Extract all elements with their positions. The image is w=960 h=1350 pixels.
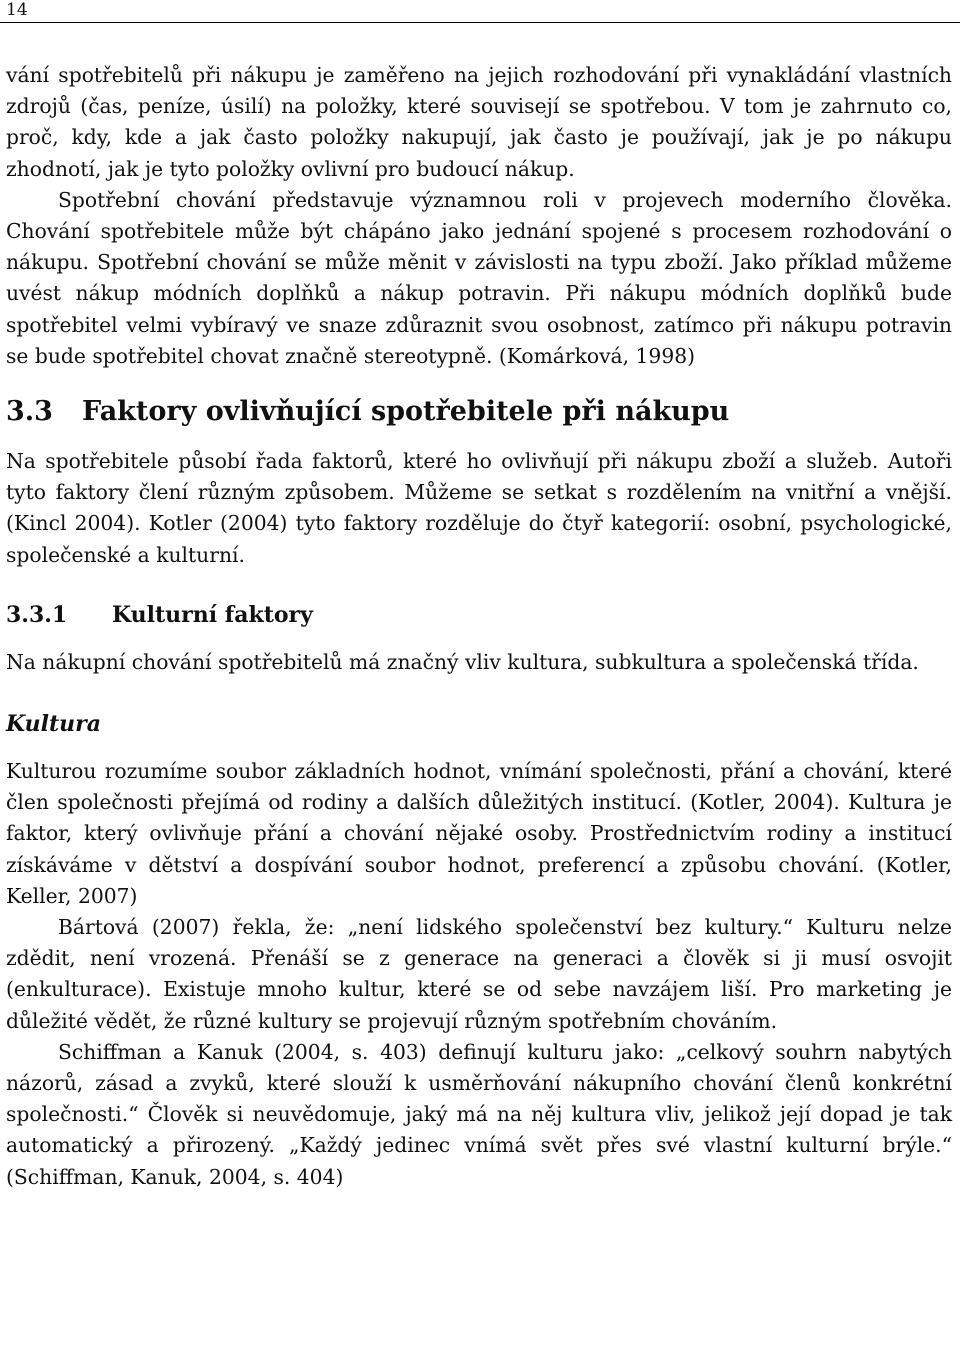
- section-title: Faktory ovlivňující spotřebitele při nákupu: [82, 396, 730, 428]
- subsection-title: Kulturní faktory: [112, 601, 313, 628]
- paragraph-2: Spotřební chování představuje významnou roli v projevech moderního člověka. Chování spotřebitele může být chápáno jako jednání spojené s procesem rozhodování o nákupu. Spotřební chování se může měnit v závislosti na typu zboží. Jako příklad můžeme uvést nákup módních doplňků a nákup potravin. Při nákupu módních doplňků bude spotřebitel velmi vybíravý ve snaze zdůraznit svou osobnost, zatímco při nákupu potravin se bude spotřebitel chovat značně stereotypně. (Komárková, 1998): [6, 187, 952, 368]
- paragraph-1: vání spotřebitelů při nákupu je zaměřeno na jejich rozhodování při vynakládání vlastních zdrojů (čas, peníze, úsilí) na položky, které souvisejí se spotřebou. V tom je zahrnuto co, proč, kdy, kde a jak často položky nakupují, jak často je používají, jak je po nákupu zhodnotí, jak je tyto položky ovlivní pro budoucí nákup.: [6, 63, 952, 181]
- section-heading-3-3-1: [6, 599, 952, 631]
- paragraph-7: Schiffman a Kanuk (2004, s. 403) definují kulturu jako: „celkový souhrn nabytých názorů, zásad a zvyků, které slouží k usměrňování nákupního chování členů konkrétní společnosti.“ Člověk si neuvědomuje, jaký má na něj kultura vliv, jelikož její dopad je tak automatický a přirozený. „Každý jedinec vnímá svět přes své vlastní kulturní brýle.“ (Schiffman, Kanuk, 2004, s. 404): [6, 1039, 952, 1189]
- paragraph-6: Bártová (2007) řekla, že: „není lidského společenství bez kultury.“ Kulturu nelze zdědit, není vrozená. Přenáší se z generace na generaci a člověk si ji musí osvojit (enkulturace). Existuje mnoho kultur, které se od sebe navzájem liší. Pro marketing je důležité vědět, že různé kultury se projevují různým spotřebním chováním.: [6, 915, 952, 1033]
- document-body: [6, 60, 952, 1193]
- heading-kultura: Kultura: [6, 711, 101, 738]
- subsection-number: 3.3.1: [6, 601, 68, 628]
- paragraph-3: Na spotřebitele působí řada faktorů, které ho ovlivňují při nákupu zboží a služeb. Autoři tyto faktory člení různým způsobem. Můžeme se setkat s rozdělením na vnitřní a vnější. (Kincl 2004). Kotler (2004) tyto faktory rozděluje do čtyř kategorií: osobní, psychologické, společenské a kulturní.: [6, 449, 952, 567]
- page-header: [0, 0, 960, 23]
- page-number: 14: [6, 0, 28, 20]
- paragraph-4: Na nákupní chování spotřebitelů má značný vliv kultura, subkultura a společenská třída.: [6, 649, 919, 674]
- paragraph-5: Kulturou rozumíme soubor základních hodnot, vnímání společnosti, přání a chování, které člen společnosti přejímá od rodiny a dalších důležitých institucí. (Kotler, 2004). Kultura je faktor, který ovlivňuje přání a chování nějaké osoby. Prostřednictvím rodiny a institucí získáváme v dětství a dospívání soubor hodnot, preferencí a způsobu chování. (Kotler, Keller, 2007): [6, 759, 952, 908]
- section-heading-3-3: [6, 394, 952, 430]
- section-number: 3.3: [6, 396, 53, 428]
